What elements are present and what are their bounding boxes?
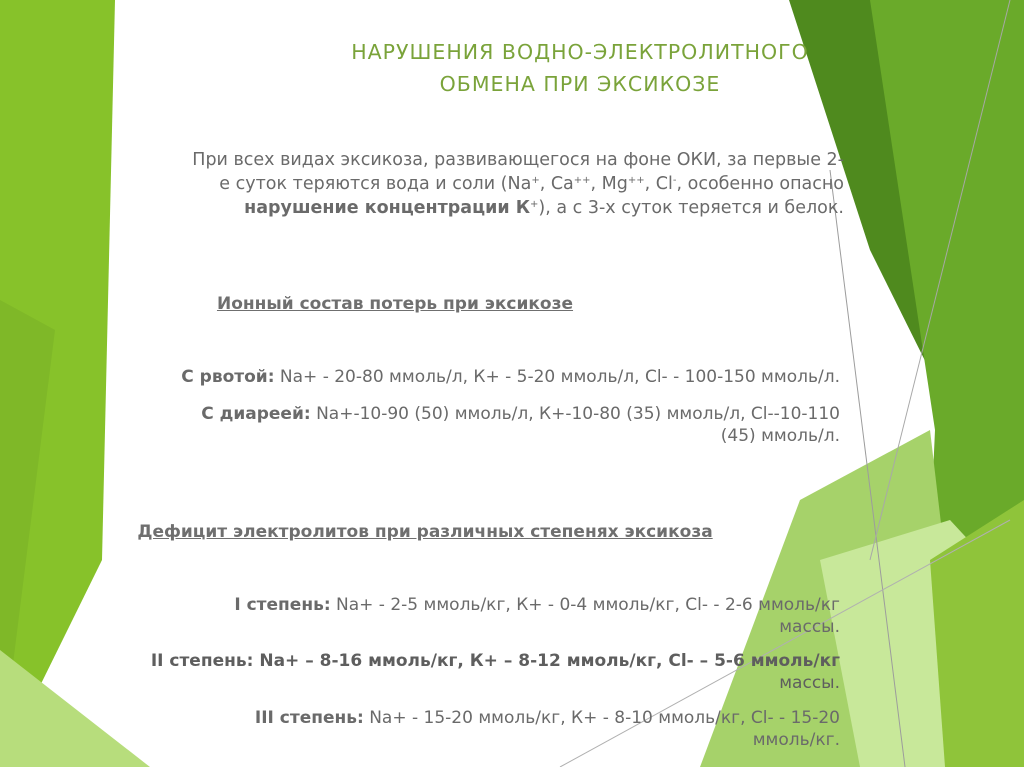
- slide-title-line-1: НАРУШЕНИЯ ВОДНО-ЭЛЕКТРОЛИТНОГО: [351, 40, 809, 64]
- diarrhea-text-1: Na+-10-90 (50) ммоль/л, К+-10-80 (35) ммоль/л, Cl--10-110: [310, 404, 840, 424]
- grade-2-text: : Na+ – 8-16 ммоль/кг, К+ – 8-12 ммоль/кг, Cl- – 5-6 ммоль/кг: [246, 651, 840, 671]
- ca-charge: ++: [573, 175, 591, 186]
- grade-1-line-2: массы.: [779, 617, 840, 637]
- intro-text-2: е суток теряются вода и соли (Na: [219, 174, 532, 194]
- vomit-text: Na+ - 20-80 ммоль/л, К+ - 5-20 ммоль/л, Cl- - 100-150 ммоль/л.: [274, 367, 840, 387]
- grade-2-line-2: массы.: [779, 673, 840, 693]
- intro-ca: , Ca: [539, 174, 574, 194]
- grade-1-label: I степень:: [234, 595, 331, 615]
- diarrhea-label: С диареей:: [201, 404, 311, 424]
- intro-text-3: , особенно опасно: [676, 174, 844, 194]
- intro-line-3: [36, 196, 844, 220]
- grade-1-line-1: [4, 594, 840, 616]
- grade-2-label: II степень: [150, 651, 247, 671]
- grade-3-line-2: ммоль/кг.: [752, 730, 840, 750]
- vomit-label: С рвотой:: [181, 367, 275, 387]
- intro-line-2: [36, 172, 844, 196]
- intro-text-4: ), а с 3-х суток теряется и белок.: [538, 198, 844, 218]
- diarrhea-line-2: (45) ммоль/л.: [720, 426, 840, 446]
- slide-title: [260, 36, 900, 100]
- na-charge: +: [531, 175, 540, 186]
- mg-charge: ++: [627, 175, 645, 186]
- diarrhea-line-1: [4, 403, 840, 425]
- diarrhea-losses: [4, 403, 840, 447]
- slide-title-line-2: ОБМЕНА ПРИ ЭКСИКОЗЕ: [439, 72, 721, 96]
- k-charge: +: [530, 199, 539, 210]
- grade-2-line-1: [4, 650, 840, 672]
- cl-charge: -: [672, 175, 677, 186]
- deficit-section-heading: Дефицит электролитов при различных степенях эксикоза: [137, 522, 713, 542]
- intro-mg: , Mg: [590, 174, 628, 194]
- intro-cl: , Cl: [644, 174, 673, 194]
- grade-3-label: III степень:: [254, 708, 364, 728]
- grade-3-line-1: [4, 707, 840, 729]
- grade-3-text: Na+ - 15-20 ммоль/кг, К+ - 8-10 ммоль/кг, Cl- - 15-20: [363, 708, 840, 728]
- ion-section-heading: Ионный состав потерь при эксикозе: [216, 294, 574, 314]
- vomit-losses: [4, 366, 840, 388]
- intro-text-1: При всех видах эксикоза, развивающегося на фоне ОКИ, за первые 2-: [192, 150, 844, 170]
- grade-2-deficit: [4, 650, 840, 694]
- intro-line-1: [36, 148, 844, 172]
- grade-1-text: Na+ - 2-5 ммоль/кг, К+ - 0-4 ммоль/кг, Cl- - 2-6 ммоль/кг: [330, 595, 840, 615]
- grade-3-deficit: [4, 707, 840, 751]
- intro-paragraph: [36, 148, 844, 220]
- intro-emphasis: нарушение концентрации К: [244, 198, 531, 218]
- grade-1-deficit: [4, 594, 840, 638]
